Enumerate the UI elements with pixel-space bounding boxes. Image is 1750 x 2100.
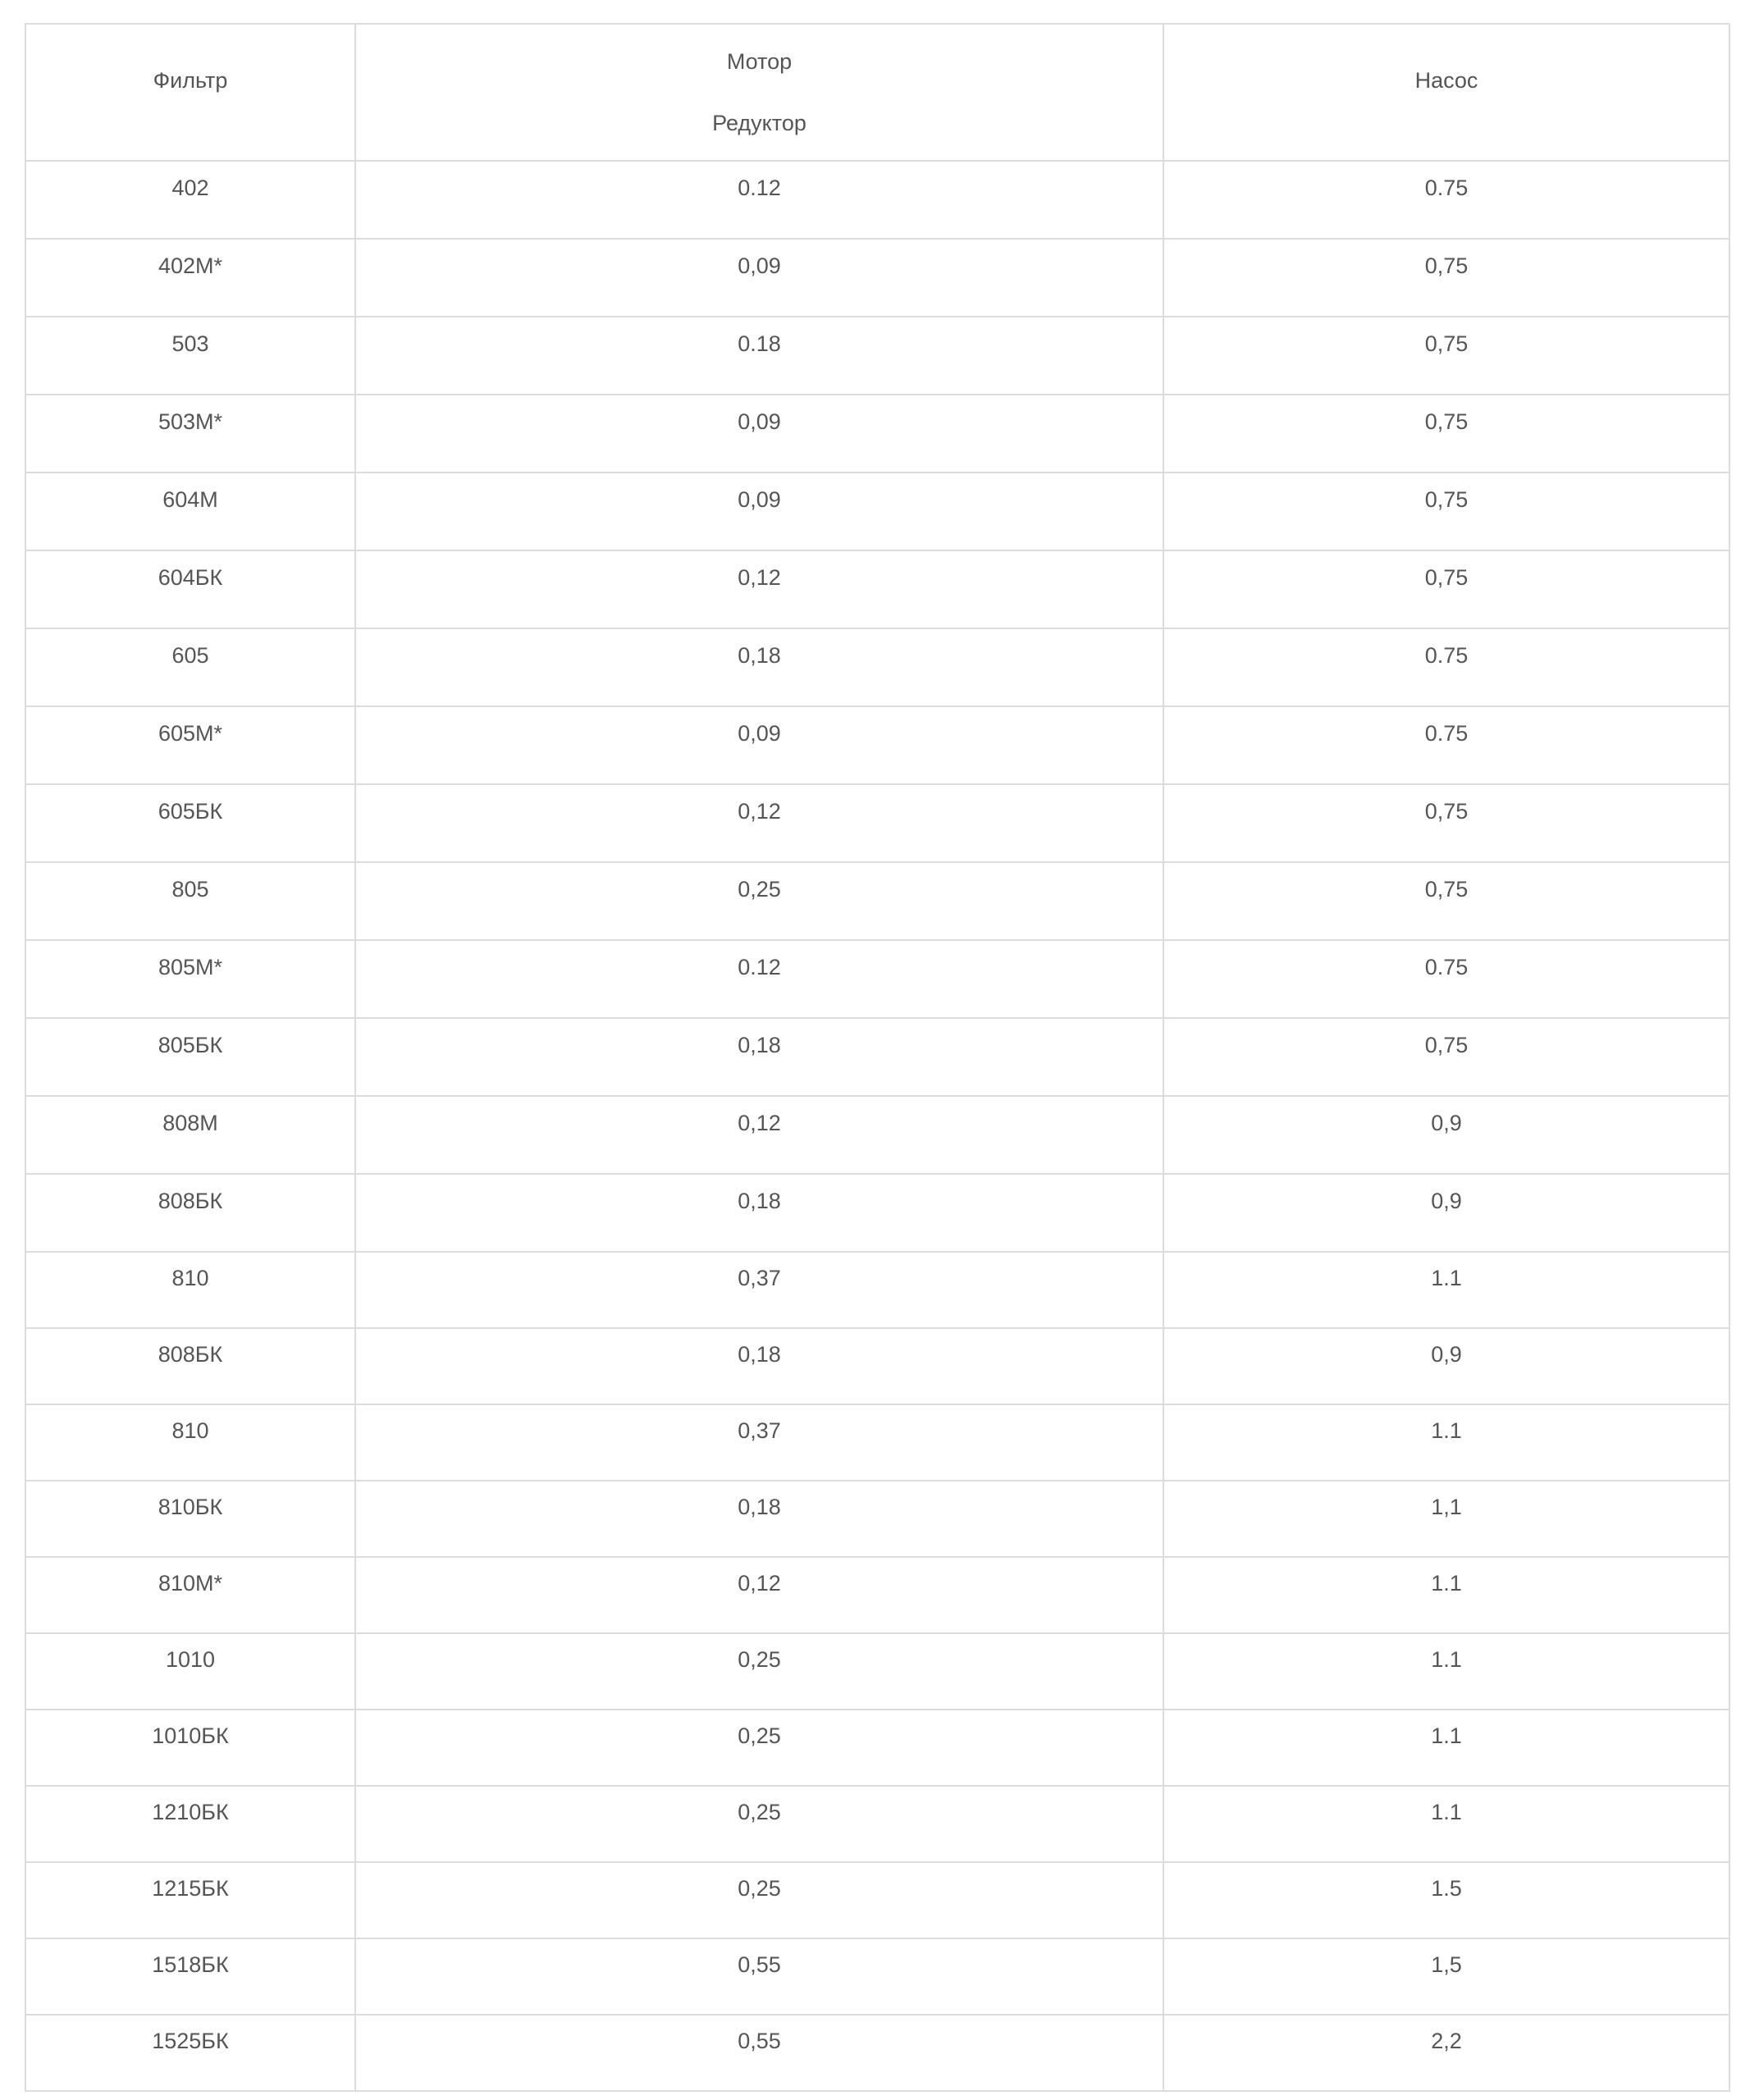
cell-filter-value: 503: [171, 331, 209, 356]
cell-motor-value: 0,25: [738, 877, 781, 902]
cell-filter: [25, 628, 355, 706]
cell-pump-value: 0,75: [1424, 253, 1469, 278]
cell-motor-value: 0,18: [738, 1495, 781, 1519]
cell-pump-value: 0,75: [1424, 487, 1469, 512]
cell-motor: [355, 395, 1163, 472]
table-row: [25, 1557, 1729, 1633]
cell-motor-value: 0,12: [738, 565, 781, 590]
cell-filter-value: 805БК: [158, 1033, 223, 1057]
cell-pump: [1163, 395, 1729, 472]
table-row: [25, 628, 1729, 706]
cell-motor: [355, 161, 1163, 239]
cell-motor-value: 0,37: [738, 1418, 781, 1443]
cell-pump-value: 0.75: [1424, 955, 1469, 979]
cell-filter-value: 605: [171, 643, 209, 668]
cell-pump: [1163, 1174, 1729, 1252]
cell-filter-value: 605М*: [158, 721, 223, 746]
cell-motor: [355, 862, 1163, 940]
table-row: [25, 1786, 1729, 1862]
table-row: [25, 161, 1729, 239]
cell-filter-value: 1210БК: [152, 1800, 229, 1824]
table-row: [25, 1328, 1729, 1404]
cell-pump: [1163, 628, 1729, 706]
cell-motor: [355, 1710, 1163, 1786]
cell-pump-value: 0,75: [1424, 409, 1469, 434]
cell-pump-value: 1.1: [1431, 1723, 1462, 1748]
cell-filter-value: 1215БК: [152, 1876, 229, 1901]
cell-filter: [25, 1252, 355, 1328]
header-motor-label: Мотор: [726, 48, 793, 74]
cell-motor-value: 0,18: [738, 1189, 781, 1213]
cell-filter-value: 402М*: [158, 253, 223, 278]
cell-filter: [25, 1174, 355, 1252]
table-row: [25, 784, 1729, 862]
table-row: [25, 1174, 1729, 1252]
cell-motor: [355, 1938, 1163, 2015]
cell-filter-value: 805: [171, 877, 209, 902]
cell-pump-value: 1.1: [1431, 1571, 1462, 1596]
cell-filter: [25, 784, 355, 862]
cell-filter: [25, 317, 355, 395]
cell-motor: [355, 628, 1163, 706]
cell-motor-value: 0,55: [738, 2029, 781, 2053]
header-filter-label: Фильтр: [153, 68, 228, 93]
cell-filter-value: 402: [171, 176, 209, 200]
cell-pump-value: 2,2: [1431, 2029, 1462, 2053]
cell-motor-value: 0,25: [738, 1800, 781, 1824]
table-row: [25, 1018, 1729, 1096]
header-pump-label: Насос: [1414, 68, 1478, 93]
table-row: [25, 395, 1729, 472]
cell-motor: [355, 1786, 1163, 1862]
cell-pump: [1163, 1862, 1729, 1938]
cell-motor-value: 0,25: [738, 1723, 781, 1748]
cell-pump-value: 1.1: [1431, 1418, 1462, 1443]
cell-filter: [25, 706, 355, 784]
cell-motor: [355, 1557, 1163, 1633]
table-row: [25, 1938, 1729, 2015]
cell-pump: [1163, 1557, 1729, 1633]
table-header-row: [25, 24, 1729, 161]
cell-filter-value: 1525БК: [152, 2029, 229, 2053]
cell-filter: [25, 1557, 355, 1633]
cell-pump: [1163, 472, 1729, 550]
cell-motor: [355, 1328, 1163, 1404]
cell-filter-value: 810М*: [158, 1571, 223, 1596]
cell-motor: [355, 239, 1163, 317]
cell-pump: [1163, 1938, 1729, 2015]
cell-filter: [25, 1404, 355, 1481]
cell-pump: [1163, 1710, 1729, 1786]
cell-motor-value: 0,37: [738, 1266, 781, 1290]
cell-pump-value: 1.1: [1431, 1647, 1462, 1672]
cell-pump: [1163, 784, 1729, 862]
cell-filter: [25, 1633, 355, 1710]
cell-motor-value: 0,12: [738, 799, 781, 824]
cell-motor: [355, 1862, 1163, 1938]
cell-filter: [25, 1018, 355, 1096]
cell-pump-value: 1,5: [1431, 1952, 1462, 1977]
table-row: [25, 2015, 1729, 2091]
cell-filter-value: 805М*: [158, 955, 223, 979]
cell-filter-value: 1518БК: [152, 1952, 229, 1977]
cell-filter-value: 810: [171, 1418, 209, 1443]
cell-pump-value: 0,75: [1424, 565, 1469, 590]
cell-filter: [25, 1786, 355, 1862]
header-pump: [1163, 24, 1729, 161]
cell-motor-value: 0.12: [738, 955, 781, 979]
table-row: [25, 1096, 1729, 1174]
cell-motor: [355, 940, 1163, 1018]
cell-motor: [355, 472, 1163, 550]
cell-filter: [25, 940, 355, 1018]
cell-filter: [25, 395, 355, 472]
cell-pump: [1163, 706, 1729, 784]
cell-pump: [1163, 1328, 1729, 1404]
cell-filter-value: 605БК: [158, 799, 223, 824]
table-row: [25, 239, 1729, 317]
header-gearbox-label: Редуктор: [712, 110, 806, 135]
cell-motor: [355, 317, 1163, 395]
table-row: [25, 1862, 1729, 1938]
cell-motor-value: 0,25: [738, 1647, 781, 1672]
cell-motor-value: 0,18: [738, 1033, 781, 1057]
cell-motor-value: 0,55: [738, 1952, 781, 1977]
cell-pump-value: 0.75: [1424, 176, 1469, 200]
cell-filter-value: 808БК: [158, 1342, 223, 1367]
cell-filter: [25, 550, 355, 628]
header-motor: [355, 24, 1163, 161]
cell-pump: [1163, 1018, 1729, 1096]
cell-pump: [1163, 161, 1729, 239]
cell-motor-value: 0.12: [738, 176, 781, 200]
cell-motor: [355, 784, 1163, 862]
cell-filter-value: 1010: [165, 1647, 216, 1672]
cell-filter-value: 604БК: [158, 565, 223, 590]
cell-filter-value: 808М: [162, 1111, 218, 1135]
cell-motor-value: 0.18: [738, 331, 781, 356]
cell-filter: [25, 2015, 355, 2091]
cell-pump: [1163, 239, 1729, 317]
cell-pump: [1163, 1096, 1729, 1174]
filter-spec-table: [25, 23, 1730, 2092]
cell-pump-value: 1.5: [1431, 1876, 1462, 1901]
cell-pump: [1163, 317, 1729, 395]
table-row: [25, 472, 1729, 550]
table-row: [25, 550, 1729, 628]
table-body: [25, 161, 1729, 2091]
cell-filter-value: 503М*: [158, 409, 223, 434]
table-row: [25, 1481, 1729, 1557]
table-row: [25, 1252, 1729, 1328]
cell-motor: [355, 1252, 1163, 1328]
cell-motor: [355, 706, 1163, 784]
cell-filter: [25, 239, 355, 317]
cell-motor: [355, 1481, 1163, 1557]
cell-pump-value: 1.1: [1431, 1800, 1462, 1824]
cell-motor: [355, 1096, 1163, 1174]
cell-pump: [1163, 940, 1729, 1018]
cell-filter: [25, 1710, 355, 1786]
cell-motor-value: 0,09: [738, 487, 781, 512]
cell-filter-value: 808БК: [158, 1189, 223, 1213]
cell-pump: [1163, 1252, 1729, 1328]
cell-motor: [355, 1018, 1163, 1096]
cell-filter: [25, 862, 355, 940]
cell-pump: [1163, 2015, 1729, 2091]
cell-motor-value: 0,09: [738, 253, 781, 278]
cell-pump-value: 1.1: [1431, 1266, 1462, 1290]
cell-motor-value: 0,25: [738, 1876, 781, 1901]
cell-pump: [1163, 1404, 1729, 1481]
table-row: [25, 1710, 1729, 1786]
table-row: [25, 862, 1729, 940]
cell-motor-value: 0,09: [738, 721, 781, 746]
cell-pump-value: 0,75: [1424, 799, 1469, 824]
cell-pump-value: 0,75: [1424, 1033, 1469, 1057]
cell-filter: [25, 1938, 355, 2015]
cell-filter-value: 604М: [162, 487, 218, 512]
cell-pump-value: 0,9: [1431, 1189, 1462, 1213]
cell-motor: [355, 1174, 1163, 1252]
table-row: [25, 1404, 1729, 1481]
cell-pump-value: 0,9: [1431, 1342, 1462, 1367]
cell-pump: [1163, 1633, 1729, 1710]
cell-pump-value: 0,9: [1431, 1111, 1462, 1135]
table-row: [25, 706, 1729, 784]
cell-pump-value: 0,75: [1424, 877, 1469, 902]
cell-motor-value: 0,09: [738, 409, 781, 434]
cell-filter: [25, 472, 355, 550]
cell-motor-value: 0,18: [738, 1342, 781, 1367]
cell-motor-value: 0,18: [738, 643, 781, 668]
cell-filter: [25, 1862, 355, 1938]
cell-motor: [355, 550, 1163, 628]
table-row: [25, 940, 1729, 1018]
table-row: [25, 317, 1729, 395]
cell-pump-value: 1,1: [1431, 1495, 1462, 1519]
cell-pump: [1163, 1786, 1729, 1862]
cell-pump-value: 0.75: [1424, 721, 1469, 746]
cell-filter-value: 810БК: [158, 1495, 223, 1519]
cell-filter: [25, 161, 355, 239]
cell-filter: [25, 1096, 355, 1174]
cell-motor-value: 0,12: [738, 1571, 781, 1596]
table-row: [25, 1633, 1729, 1710]
cell-pump: [1163, 550, 1729, 628]
cell-filter: [25, 1481, 355, 1557]
cell-pump-value: 0,75: [1424, 331, 1469, 356]
cell-motor-value: 0,12: [738, 1111, 781, 1135]
cell-filter-value: 1010БК: [152, 1723, 229, 1748]
header-filter: [25, 24, 355, 161]
cell-motor: [355, 1633, 1163, 1710]
cell-pump-value: 0.75: [1424, 643, 1469, 668]
cell-filter: [25, 1328, 355, 1404]
cell-filter-value: 810: [171, 1266, 209, 1290]
cell-motor: [355, 2015, 1163, 2091]
cell-motor: [355, 1404, 1163, 1481]
cell-pump: [1163, 1481, 1729, 1557]
cell-pump: [1163, 862, 1729, 940]
